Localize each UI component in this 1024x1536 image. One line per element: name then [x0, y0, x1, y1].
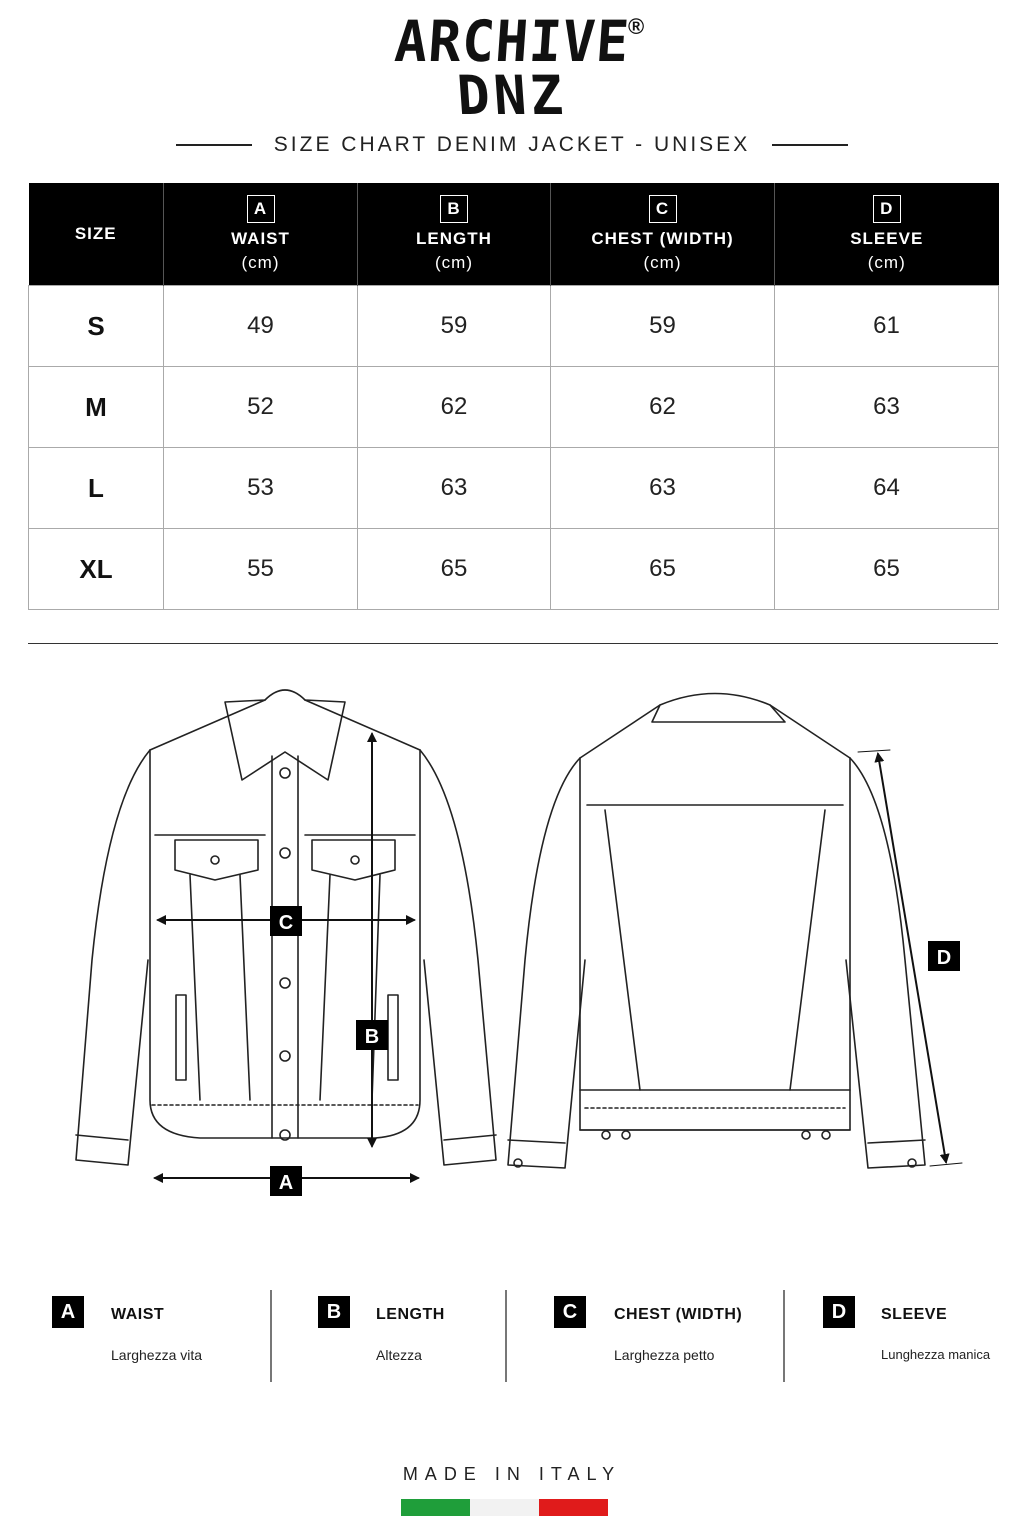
measurement-arrows-front: [155, 734, 418, 1178]
table-row: [29, 448, 999, 529]
value-cell: 61: [775, 286, 999, 367]
brand-name-line2: DNZ: [454, 64, 569, 127]
value-cell: 53: [164, 448, 358, 529]
value-cell: 63: [358, 448, 551, 529]
italian-flag: [401, 1499, 608, 1516]
header-sleeve: [775, 183, 999, 286]
value-cell: 59: [358, 286, 551, 367]
value-cell: 62: [551, 367, 775, 448]
header-unit: (cm): [241, 253, 280, 272]
marker-b: B: [364, 1026, 380, 1048]
value-cell: 65: [775, 529, 999, 610]
measurement-legend: [0, 1290, 1024, 1382]
brand-name-line1: ARCHIVE: [392, 8, 632, 75]
header-unit: (cm): [643, 253, 682, 272]
table-row: [29, 529, 999, 610]
marker-d: D: [936, 947, 952, 969]
title-rule-right: [772, 144, 848, 146]
flag-stripe-red: [539, 1499, 608, 1516]
value-cell: 63: [775, 367, 999, 448]
header-unit: (cm): [867, 253, 906, 272]
chart-title: SIZE CHART DENIM JACKET - UNISEX: [273, 133, 751, 156]
brand-logo: [0, 8, 1024, 127]
legend-subtitle: Larghezza petto: [614, 1347, 715, 1363]
header-size: SIZE: [29, 183, 164, 286]
jacket-diagram: [0, 660, 1024, 1220]
legend-item-chest: [554, 1290, 774, 1382]
table-header-row: [29, 183, 999, 286]
legend-item-sleeve: [823, 1290, 1013, 1382]
legend-title: CHEST (WIDTH): [614, 1306, 743, 1323]
legend-separator: [270, 1290, 272, 1382]
header-chest: [551, 183, 775, 286]
header-letter: B: [440, 195, 468, 223]
header-unit: (cm): [435, 253, 473, 272]
jacket-back-view: [508, 694, 925, 1169]
legend-title: WAIST: [111, 1306, 165, 1323]
legend-badge: D: [823, 1296, 855, 1328]
value-cell: 65: [358, 529, 551, 610]
header-label: LENGTH: [416, 229, 492, 248]
legend-badge: A: [52, 1296, 84, 1328]
legend-badge: B: [318, 1296, 350, 1328]
legend-title: SLEEVE: [881, 1306, 948, 1323]
value-cell: 64: [775, 448, 999, 529]
header-label: SLEEVE: [850, 229, 924, 248]
size-cell: L: [29, 448, 164, 529]
marker-a: A: [278, 1172, 294, 1194]
made-in-label: MADE IN ITALY: [402, 1464, 622, 1484]
table-row: [29, 367, 999, 448]
legend-title: LENGTH: [376, 1306, 445, 1323]
legend-item-length: [318, 1290, 498, 1382]
title-rule-left: [176, 144, 252, 146]
legend-badge: C: [554, 1296, 586, 1328]
header-letter: A: [247, 195, 275, 223]
value-cell: 59: [551, 286, 775, 367]
registered-mark: ®: [628, 14, 645, 39]
legend-subtitle: Lunghezza manica: [881, 1347, 991, 1362]
header-length: [358, 183, 551, 286]
size-cell: M: [29, 367, 164, 448]
header-label: CHEST (WIDTH): [591, 229, 734, 248]
header-waist: [164, 183, 358, 286]
size-cell: S: [29, 286, 164, 367]
marker-c: C: [278, 912, 294, 934]
value-cell: 65: [551, 529, 775, 610]
value-cell: 49: [164, 286, 358, 367]
size-table: [28, 183, 999, 610]
flag-stripe-green: [401, 1499, 470, 1516]
legend-subtitle: Altezza: [376, 1347, 422, 1363]
chart-title-row: [0, 130, 1024, 160]
header-letter: D: [873, 195, 901, 223]
section-divider: [28, 643, 998, 644]
value-cell: 63: [551, 448, 775, 529]
header-letter: C: [649, 195, 677, 223]
legend-subtitle: Larghezza vita: [111, 1347, 203, 1363]
size-cell: XL: [29, 529, 164, 610]
legend-separator: [783, 1290, 785, 1382]
header-label: WAIST: [231, 229, 290, 248]
table-row: [29, 286, 999, 367]
value-cell: 62: [358, 367, 551, 448]
value-cell: 52: [164, 367, 358, 448]
value-cell: 55: [164, 529, 358, 610]
flag-stripe-white: [470, 1499, 539, 1516]
legend-item-waist: [52, 1290, 262, 1382]
legend-separator: [505, 1290, 507, 1382]
